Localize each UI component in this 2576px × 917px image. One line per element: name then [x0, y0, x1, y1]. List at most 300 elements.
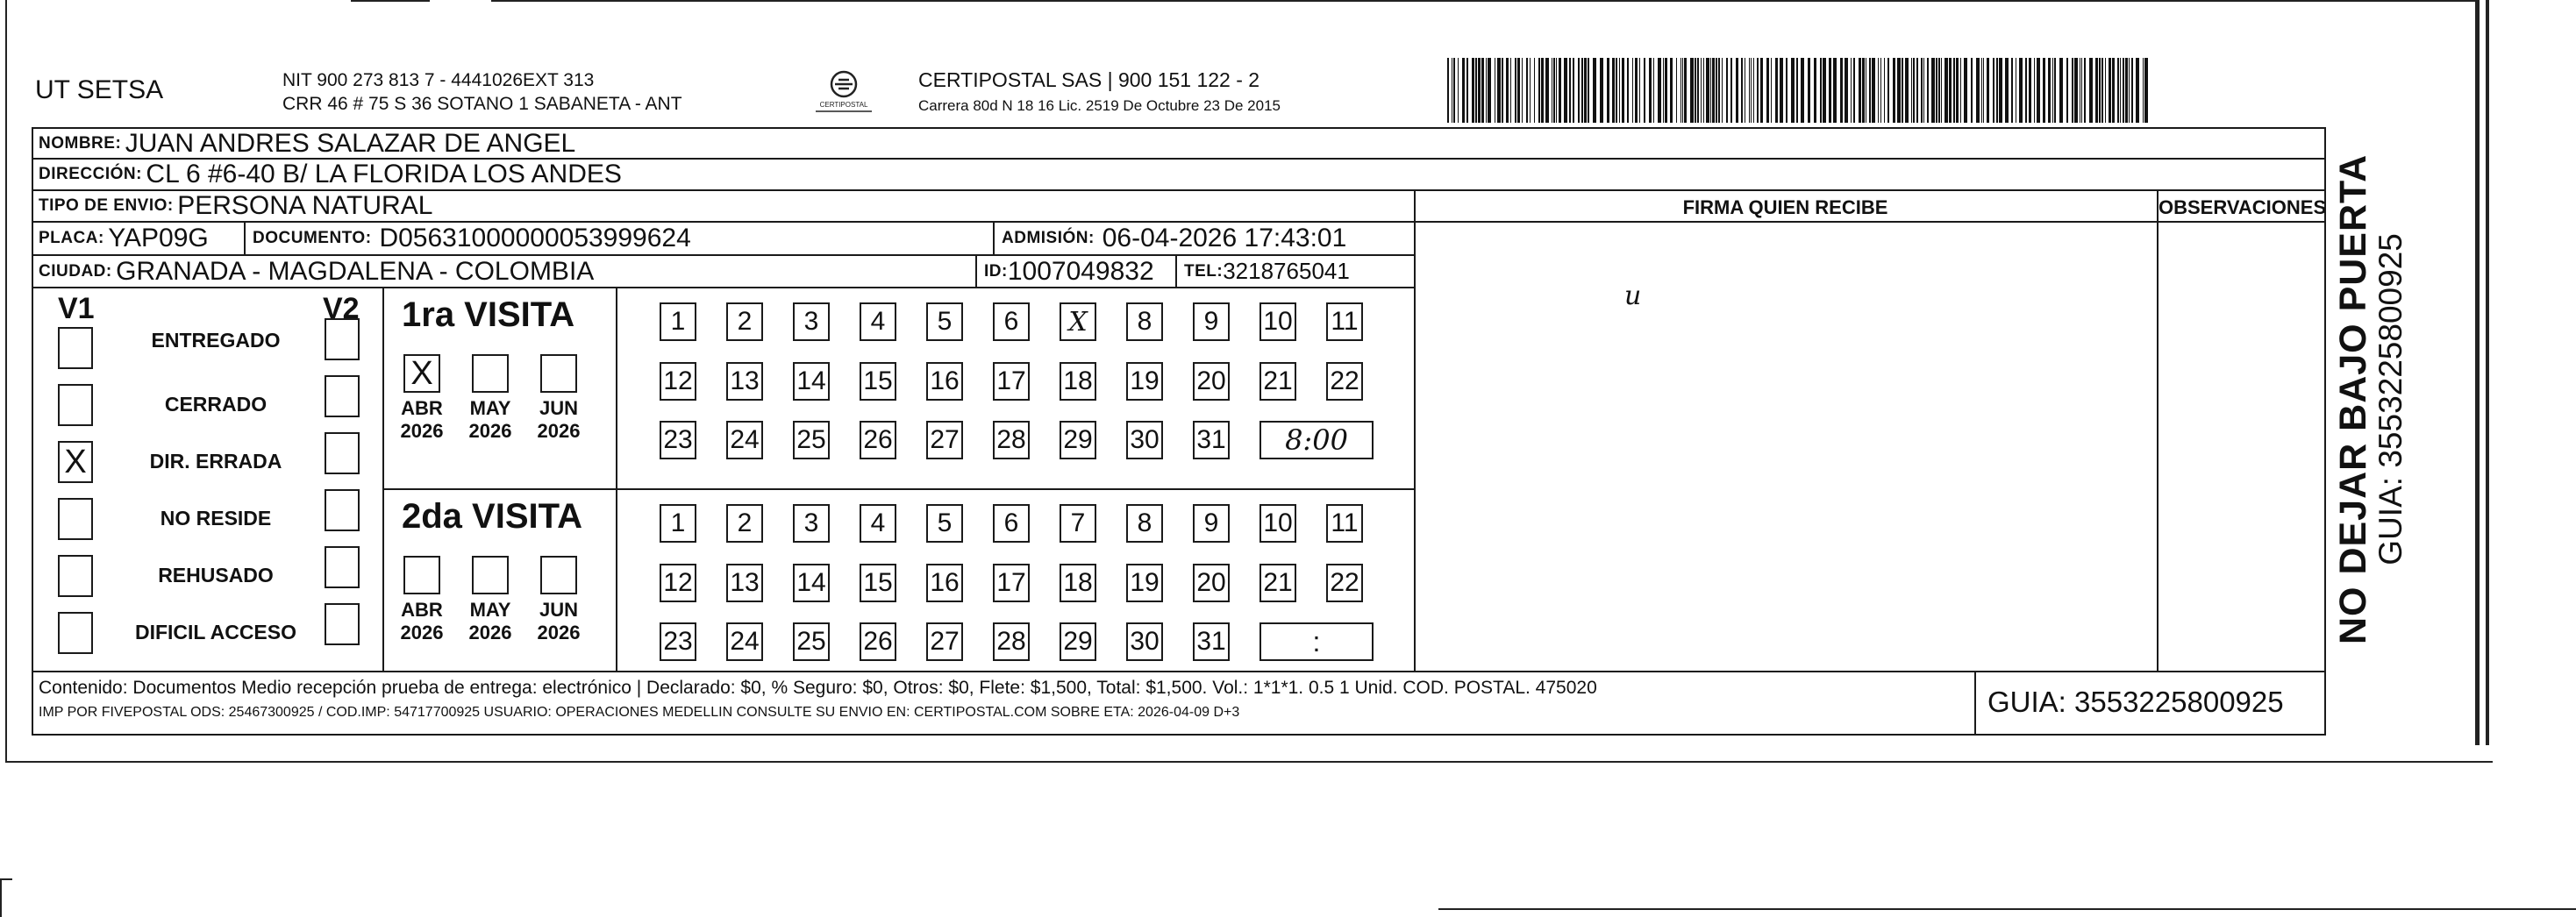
barcode-bar [1971, 58, 1973, 123]
barcode-bar [1780, 58, 1783, 123]
day-box[interactable]: 17 [993, 362, 1030, 401]
day-box[interactable]: 22 [1326, 362, 1363, 401]
day-box[interactable]: 22 [1326, 564, 1363, 602]
month-checkbox[interactable] [403, 556, 440, 594]
barcode-bar [1845, 58, 1848, 123]
barcode-bar [1897, 58, 1901, 123]
v2-checkbox[interactable] [325, 603, 360, 645]
barcode-bar [1534, 58, 1535, 123]
barcode-bar [1701, 58, 1702, 123]
row-direccion [33, 160, 2324, 191]
sender-nit: NIT 900 273 813 7 - 4441026EXT 313 [282, 70, 595, 90]
month-label [528, 397, 589, 443]
month-name: ABR [401, 397, 443, 419]
barcode-bar [1538, 58, 1540, 123]
top-divider-stub [351, 0, 430, 2]
barcode-bar [1712, 58, 1715, 123]
day-box[interactable]: 23 [660, 622, 696, 661]
barcode-bar [1676, 58, 1677, 123]
day-box[interactable]: 3 [793, 302, 830, 341]
barcode-bar [2123, 58, 2124, 123]
tel-label: TEL: [1184, 261, 1224, 281]
barcode-bar [1553, 58, 1555, 123]
barcode-bar [1916, 58, 1918, 123]
month-label [528, 599, 589, 644]
day-box[interactable]: 1 [660, 504, 696, 543]
visit-title: 1ra VISITA [402, 295, 575, 334]
day-box[interactable]: 30 [1126, 421, 1163, 459]
barcode-bar [2081, 58, 2082, 123]
barcode-bar [1941, 58, 1942, 123]
barcode-bar [1741, 58, 1743, 123]
barcode-bar [1766, 58, 1769, 123]
barcode-bar [1953, 58, 1955, 123]
barcode-bar [1814, 58, 1816, 123]
barcode-bar [2011, 58, 2013, 123]
barcode-bar [1902, 58, 1903, 123]
barcode-bar [1530, 58, 1531, 123]
barcode-bar [1453, 58, 1455, 123]
barcode-bar [2025, 58, 2027, 123]
barcode-bar [2129, 58, 2130, 123]
next-label-corner [0, 878, 12, 917]
day-box[interactable]: 12 [660, 564, 696, 602]
month-name: ABR [401, 599, 443, 621]
v1-checkbox[interactable] [58, 498, 93, 540]
month-year: 2026 [537, 420, 581, 442]
admission-datetime: 06-04-2026 17:43:01 [1102, 224, 1347, 252]
barcode-bar [1960, 58, 1961, 123]
barcode-bar [2136, 58, 2139, 123]
v1-checkbox[interactable] [58, 384, 93, 426]
barcode-bar [1522, 58, 1523, 123]
barcode-bar [1931, 58, 1935, 123]
day-box[interactable]: 28 [993, 421, 1030, 459]
barcode-bar [1884, 58, 1885, 123]
barcode-bar [1905, 58, 1909, 123]
barcode-bar [2101, 58, 2103, 123]
barcode-bar [2037, 58, 2040, 123]
day-box[interactable]: 6 [993, 504, 1030, 543]
barcode-bar [1697, 58, 1699, 123]
barcode-bar [2089, 58, 2093, 123]
month-checkbox[interactable] [540, 556, 577, 594]
day-box[interactable]: 13 [726, 362, 763, 401]
day-box[interactable]: 26 [860, 421, 896, 459]
barcode-bar [1665, 58, 1667, 123]
day-box[interactable]: X [1060, 302, 1096, 341]
month-label [460, 397, 521, 443]
barcode-bar [1801, 58, 1804, 123]
day-box[interactable]: 10 [1259, 504, 1296, 543]
day-box[interactable]: 21 [1259, 564, 1296, 602]
barcode-bar [2059, 58, 2063, 123]
day-box[interactable]: 28 [993, 622, 1030, 661]
barcode-bar [1751, 58, 1752, 123]
visit-title: 2da VISITA [402, 497, 582, 536]
barcode-bar [1862, 58, 1865, 123]
city: GRANADA - MAGDALENA - COLOMBIA [116, 256, 595, 286]
barcode-bar [1622, 58, 1624, 123]
barcode-bar [1730, 58, 1732, 123]
barcode-bar [1808, 58, 1810, 123]
day-box[interactable]: 24 [726, 421, 763, 459]
barcode-bar [2120, 58, 2121, 123]
status-label: NO RESIDE [160, 507, 272, 530]
barcode-bar [1820, 58, 1822, 123]
barcode-bar [2019, 58, 2023, 123]
recipient-address: CL 6 #6-40 B/ LA FLORIDA LOS ANDES [146, 160, 622, 188]
v2-checkbox[interactable] [325, 489, 360, 531]
recipient-name: JUAN ANDRES SALAZAR DE ANGEL [125, 128, 576, 158]
barcode-bar [1726, 58, 1728, 123]
barcode-bar [1893, 58, 1895, 123]
day-box[interactable]: 20 [1193, 564, 1230, 602]
barcode-bar [1976, 58, 1980, 123]
month-year: 2026 [468, 420, 512, 442]
month-year: 2026 [400, 420, 444, 442]
day-box[interactable]: 6 [993, 302, 1030, 341]
barcode-bar [1510, 58, 1511, 123]
v2-checkbox[interactable] [325, 318, 360, 360]
certipostal-id: CERTIPOSTAL SAS | 900 151 122 - 2 [918, 68, 1260, 91]
barcode-bar [1722, 58, 1723, 123]
day-box[interactable]: 15 [860, 564, 896, 602]
v1-checkbox[interactable] [58, 555, 93, 597]
barcode-bar [1632, 58, 1633, 123]
day-box[interactable]: 7 [1060, 504, 1096, 543]
barcode-bar [1706, 58, 1709, 123]
firma-header: FIRMA QUIEN RECIBE [1682, 196, 1888, 218]
barcode-bar [1791, 58, 1795, 123]
day-box[interactable]: 20 [1193, 362, 1230, 401]
barcode-bar [1526, 58, 1528, 123]
print-info-line: IMP POR FIVEPOSTAL ODS: 25467300925 / COD.IMP: 54717700925 USUARIO: OPERACIONES MEDELLIN CONSULTE SU ENVIO EN: CERTIPOSTAL.COM SOBRE ETA: 2026-04-09 D+3 [39, 705, 1240, 720]
day-box[interactable]: 29 [1060, 622, 1096, 661]
barcode-bar [1619, 58, 1620, 123]
barcode-bar [1753, 58, 1754, 123]
barcode-bar [1949, 58, 1952, 123]
barcode-bar [2109, 58, 2111, 123]
month-name: JUN [539, 397, 578, 419]
barcode-bar [1760, 58, 1763, 123]
barcode-bar [1771, 58, 1772, 123]
day-box[interactable]: 14 [793, 564, 830, 602]
barcode-bar [2034, 58, 2035, 123]
day-box[interactable]: 27 [926, 421, 963, 459]
barcode-bar [1956, 58, 1959, 123]
v2-checkbox[interactable] [325, 375, 360, 417]
barcode-bar [1716, 58, 1717, 123]
barcode-bar [1658, 58, 1661, 123]
day-box[interactable]: 14 [793, 362, 830, 401]
day-box[interactable]: 19 [1126, 362, 1163, 401]
day-box[interactable]: 2 [726, 302, 763, 341]
v1-label: V1 [58, 292, 95, 325]
v1-checkbox[interactable]: X [58, 441, 93, 483]
barcode-bar [1670, 58, 1673, 123]
time-field[interactable]: : [1259, 622, 1374, 661]
barcode-bar [2043, 58, 2045, 123]
month-checkbox[interactable]: X [403, 354, 440, 393]
day-box[interactable]: 15 [860, 362, 896, 401]
barcode-bar [2131, 58, 2133, 123]
barcode-bar [1497, 58, 1501, 123]
barcode-bar [1775, 58, 1778, 123]
barcode-bar [1996, 58, 1998, 123]
barcode-bar [1923, 58, 1924, 123]
barcode-bar [1851, 58, 1852, 123]
month-label [391, 397, 453, 443]
barcode-bar [1936, 58, 1937, 123]
barcode-bar [1757, 58, 1759, 123]
sender-address: CRR 46 # 75 S 36 SOTANO 1 SABANETA - ANT [282, 94, 682, 114]
month-label [391, 599, 453, 644]
day-box[interactable]: 12 [660, 362, 696, 401]
barcode-bar [1987, 58, 1989, 123]
barcode-bar [1878, 58, 1879, 123]
barcode-bar [1564, 58, 1567, 123]
barcode-bar [1684, 58, 1687, 123]
day-box[interactable]: 25 [793, 421, 830, 459]
month-year: 2026 [468, 622, 512, 643]
day-box[interactable]: 8 [1126, 302, 1163, 341]
barcode-bar [1506, 58, 1509, 123]
frame-bottom-edge [5, 761, 2493, 763]
day-box[interactable]: 10 [1259, 302, 1296, 341]
contents-line: Contenido: Documentos Medio recepción prueba de entrega: electrónico | Declarado: $0, % Seguro: $0, Otros: $0, Flete: $1,500, Total: $1,500. Vol.: 1*1*1. 0.5 1 Unid. COD. POSTAL. 475020 [39, 678, 1597, 698]
barcode-bar [1703, 58, 1704, 123]
barcode-bar [1556, 58, 1557, 123]
barcode-bar [1859, 58, 1861, 123]
barcode-bar [1938, 58, 1940, 123]
direccion-label: DIRECCIÓN: [39, 165, 142, 183]
month-name: JUN [539, 599, 578, 621]
month-label [460, 599, 521, 644]
barcode-bar [2066, 58, 2068, 123]
barcode-bar [2048, 58, 2051, 123]
barcode-bar [1736, 58, 1738, 123]
day-box[interactable]: 24 [726, 622, 763, 661]
barcode-bar [1593, 58, 1596, 123]
barcode-bar [2117, 58, 2119, 123]
barcode-bar [2074, 58, 2078, 123]
barcode-bar [1588, 58, 1589, 123]
day-box[interactable]: 31 [1193, 622, 1230, 661]
tipo-label: TIPO DE ENVIO: [39, 196, 174, 215]
certipostal-logo [809, 68, 879, 117]
day-box[interactable]: 5 [926, 504, 963, 543]
barcode-bar [1458, 58, 1459, 123]
barcode-bar [1872, 58, 1875, 123]
day-box[interactable]: 1 [660, 302, 696, 341]
status-label: ENTREGADO [151, 329, 281, 352]
barcode-bar [1635, 58, 1638, 123]
side-guia: GUIA: 3553225800925 [2373, 233, 2408, 565]
day-box[interactable]: 21 [1259, 362, 1296, 401]
admision-label: ADMISIÓN: [1002, 229, 1095, 247]
certipostal-license: Carrera 80d N 18 16 Lic. 2519 De Octubre 23 De 2015 [918, 97, 1281, 114]
month-year: 2026 [537, 622, 581, 643]
barcode-bar [1682, 58, 1683, 123]
status-label: CERRADO [164, 393, 268, 416]
document-number: D05631000000053999624 [379, 224, 691, 252]
barcode-bar [1921, 58, 1923, 123]
status-label: DIR. ERRADA [149, 450, 282, 473]
barcode-bar [1600, 58, 1603, 123]
next-label-edge [1438, 908, 2576, 910]
v2-label: V2 [323, 292, 360, 325]
barcode-bar [1964, 58, 1967, 123]
barcode-bar [1829, 58, 1831, 123]
barcode-bar [1833, 58, 1837, 123]
barcode-bar [1541, 58, 1544, 123]
v1-checkbox[interactable] [58, 327, 93, 369]
day-box[interactable]: 8 [1126, 504, 1163, 543]
day-box[interactable]: 18 [1060, 362, 1096, 401]
barcode-bar [1690, 58, 1694, 123]
day-box[interactable]: 16 [926, 362, 963, 401]
month-checkbox[interactable] [472, 556, 509, 594]
barcode-bar [1488, 58, 1491, 123]
day-box[interactable]: 17 [993, 564, 1030, 602]
barcode-bar [1944, 58, 1948, 123]
barcode-bar [2144, 58, 2148, 123]
barcode-bar [1627, 58, 1629, 123]
month-name: MAY [469, 599, 511, 621]
barcode-bar [1749, 58, 1750, 123]
barcode-bar [1999, 58, 2002, 123]
barcode-bar [1649, 58, 1652, 123]
day-box[interactable]: 27 [926, 622, 963, 661]
barcode-bar [1796, 58, 1798, 123]
documento-label: DOCUMENTO: [253, 229, 372, 247]
barcode-bar [1517, 58, 1520, 123]
month-checkbox[interactable] [540, 354, 577, 393]
status-label: REHUSADO [158, 564, 274, 586]
ciudad-label: CIUDAD: [39, 261, 112, 281]
barcode-bar [1823, 58, 1826, 123]
day-box[interactable]: 16 [926, 564, 963, 602]
day-box[interactable]: 5 [926, 302, 963, 341]
day-box[interactable]: 26 [860, 622, 896, 661]
status-label: DIFICIL ACCESO [134, 621, 296, 643]
barcode-bar [2125, 58, 2128, 123]
barcode-bar [1559, 58, 1561, 123]
barcode-bar [1607, 58, 1609, 123]
v2-checkbox[interactable] [325, 546, 360, 588]
barcode-bar [1466, 58, 1468, 123]
day-box[interactable]: 29 [1060, 421, 1096, 459]
day-box[interactable]: 11 [1326, 302, 1363, 341]
day-box[interactable]: 4 [860, 302, 896, 341]
barcode-bar [2105, 58, 2106, 123]
side-warning: NO DEJAR BAJO PUERTA [2332, 153, 2374, 644]
barcode-bar [1718, 58, 1720, 123]
row-nombre [33, 129, 2324, 160]
month-year: 2026 [400, 622, 444, 643]
barcode-bar [1911, 58, 1912, 123]
logo-caption: CERTIPOSTAL [819, 101, 868, 109]
barcode [1447, 58, 2149, 123]
barcode-bar [1581, 58, 1583, 123]
barcode-bar [2072, 58, 2073, 123]
barcode-bar [2112, 58, 2115, 123]
delivery-form [32, 127, 2326, 736]
barcode-bar [1887, 58, 1889, 123]
barcode-bar [1710, 58, 1711, 123]
day-box[interactable]: 9 [1193, 504, 1230, 543]
barcode-bar [1502, 58, 1503, 123]
barcode-bar [1983, 58, 1984, 123]
day-box[interactable]: 9 [1193, 302, 1230, 341]
barcode-bar [1584, 58, 1587, 123]
time-field[interactable]: 8:00 [1259, 421, 1374, 459]
barcode-bar [2095, 58, 2098, 123]
day-box[interactable]: 31 [1193, 421, 1230, 459]
day-box[interactable]: 11 [1326, 504, 1363, 543]
top-divider [491, 0, 2475, 2]
barcode-bar [1653, 58, 1654, 123]
barcode-bar [2029, 58, 2031, 123]
barcode-bar [2099, 58, 2101, 123]
barcode-bar [1663, 58, 1664, 123]
barcode-bar [2054, 58, 2056, 123]
barcode-bar [1486, 58, 1487, 123]
day-box[interactable]: 4 [860, 504, 896, 543]
barcode-bar [1545, 58, 1549, 123]
barcode-bar [2052, 58, 2053, 123]
shipment-type: PERSONA NATURAL [177, 191, 433, 220]
day-box[interactable]: 3 [793, 504, 830, 543]
nombre-label: NOMBRE: [39, 133, 122, 153]
id-label: ID: [984, 261, 1008, 281]
day-box[interactable]: 19 [1126, 564, 1163, 602]
month-checkbox[interactable] [472, 354, 509, 393]
barcode-bar [2005, 58, 2009, 123]
day-box[interactable]: 18 [1060, 564, 1096, 602]
barcode-bar [1880, 58, 1881, 123]
day-box[interactable]: 13 [726, 564, 763, 602]
row-tipo [33, 191, 2327, 223]
day-box[interactable]: 25 [793, 622, 830, 661]
barcode-bar [1472, 58, 1474, 123]
barcode-bar [1840, 58, 1843, 123]
barcode-bar [1612, 58, 1615, 123]
barcode-bar [1578, 58, 1580, 123]
v1-checkbox[interactable] [58, 612, 93, 654]
barcode-bar [1644, 58, 1645, 123]
barcode-bar [2084, 58, 2086, 123]
barcode-bar [1869, 58, 1871, 123]
barcode-bar [1569, 58, 1571, 123]
day-box[interactable]: 30 [1126, 622, 1163, 661]
barcode-bar [1853, 58, 1855, 123]
barcode-bar [1616, 58, 1617, 123]
signature-mark: u [1624, 281, 1642, 311]
barcode-bar [1639, 58, 1640, 123]
day-box[interactable]: 2 [726, 504, 763, 543]
barcode-bar [1573, 58, 1574, 123]
frame-right-edge-outer [2486, 0, 2489, 745]
v2-checkbox[interactable] [325, 432, 360, 474]
frame-right-edge [2475, 0, 2480, 745]
frame-left-edge [5, 0, 7, 763]
vehicle-plate: YAP09G [108, 224, 209, 252]
barcode-bar [2143, 58, 2144, 123]
guia-number: GUIA: 3553225800925 [1987, 686, 2284, 718]
day-box[interactable]: 23 [660, 421, 696, 459]
